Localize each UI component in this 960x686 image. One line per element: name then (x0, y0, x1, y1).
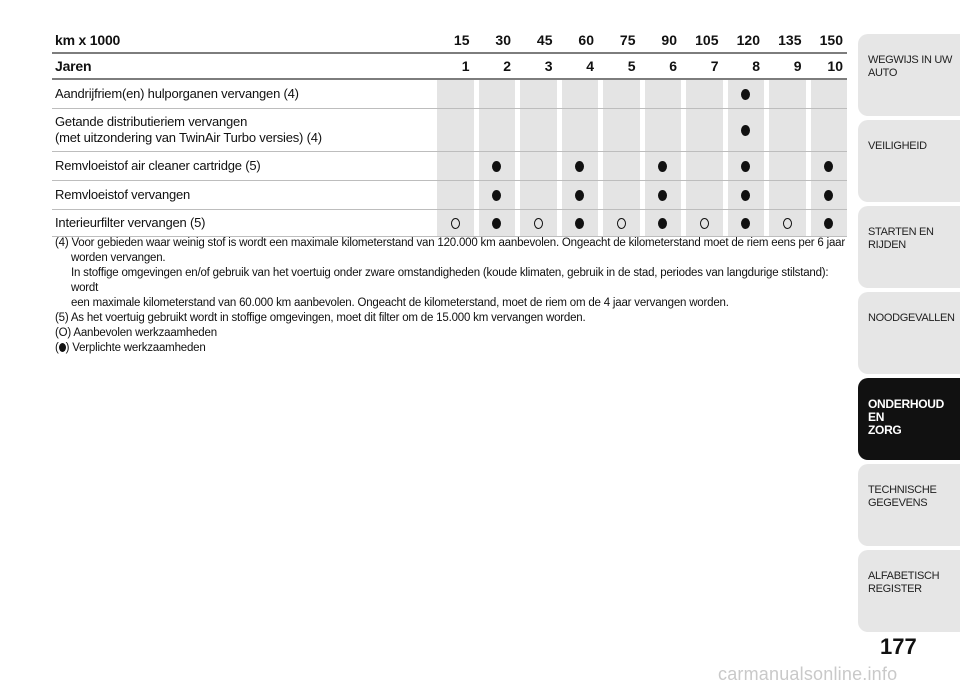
km-value-cell: 135 (769, 28, 806, 52)
schedule-cell (686, 181, 723, 209)
chapter-tab-line1: WEGWIJS IN UW (868, 54, 953, 66)
chapter-tab-line1: STARTEN EN RIJDEN (868, 226, 934, 251)
schedule-cell (520, 152, 557, 180)
note-4-line3: In stoffige omgevingen en/of gebruik van het voertuig onder zware omstandigheden (koude klimaten, gebruik in de stad, periodes van langdurige stilstand): wordt (71, 267, 829, 294)
chapter-tab[interactable] (858, 34, 960, 116)
filled-dot-icon (824, 161, 833, 172)
schedule-cell (769, 210, 806, 236)
km-value-cell: 120 (728, 28, 765, 52)
schedule-cell (603, 181, 640, 209)
chapter-tab-line1: VEILIGHEID (868, 140, 927, 152)
schedule-cell (645, 210, 682, 236)
km-value-cell: 60 (562, 28, 599, 52)
row-label: Remvloeistof vervangen (55, 187, 191, 202)
year-value-cell: 7 (686, 54, 723, 78)
maintenance-table (52, 28, 847, 237)
km-value-cell: 75 (603, 28, 640, 52)
filled-dot-icon (658, 161, 667, 172)
km-value-cell: 90 (645, 28, 682, 52)
year-value-cell: 4 (562, 54, 599, 78)
chapter-tab-line1: TECHNISCHE (868, 484, 937, 496)
filled-dot-icon (59, 343, 66, 352)
filled-dot-icon (492, 161, 501, 172)
schedule-cell (769, 80, 806, 108)
chapter-tab-line2: ZORG (868, 423, 902, 437)
filled-dot-icon (741, 161, 750, 172)
schedule-cell (603, 210, 640, 236)
schedule-cell (728, 181, 765, 209)
schedule-cell (437, 210, 474, 236)
filled-dot-icon (658, 190, 667, 201)
filled-dot-icon (741, 125, 750, 136)
km-value-cell: 15 (437, 28, 474, 52)
filled-dot-icon (575, 218, 584, 229)
schedule-cell (603, 152, 640, 180)
chapter-tab[interactable] (858, 206, 960, 288)
row-cells (432, 80, 847, 108)
row-label: Interieurfilter vervangen (5) (55, 215, 206, 230)
chapter-tab-line2: GEGEVENS (868, 497, 928, 509)
schedule-cell (811, 80, 848, 108)
schedule-cell (686, 152, 723, 180)
year-value-cell: 9 (769, 54, 806, 78)
schedule-cell (645, 152, 682, 180)
note-4-line1: (4) Voor gebieden waar weinig stof is wordt een maximale kilometerstand van 120.000 km aanbevolen. Ongeacht de kilometerstand moet de riem eens per 6 jaar (55, 237, 845, 249)
year-value-cell: 3 (520, 54, 557, 78)
schedule-cell (520, 109, 557, 151)
schedule-cell (479, 210, 516, 236)
chapter-tab[interactable] (858, 464, 960, 546)
schedule-cell (479, 109, 516, 151)
chapter-tab[interactable] (858, 550, 960, 632)
km-value-cell: 45 (520, 28, 557, 52)
schedule-cell (686, 109, 723, 151)
schedule-cell (686, 210, 723, 236)
row-cells (432, 210, 847, 236)
table-row (52, 210, 847, 237)
km-value-cell: 150 (811, 28, 848, 52)
years-header-label: Jaren (55, 58, 92, 74)
legend-mandatory-text: ) Verplichte werkzaamheden (65, 342, 206, 354)
filled-dot-icon (741, 190, 750, 201)
schedule-cell (645, 80, 682, 108)
km-header-label: km x 1000 (55, 32, 121, 48)
table-row (52, 181, 847, 210)
row-cells (432, 152, 847, 180)
years-header-row (52, 54, 847, 80)
years-values (432, 54, 847, 78)
km-value-cell: 30 (479, 28, 516, 52)
filled-dot-icon (741, 89, 750, 100)
year-value-cell: 10 (811, 54, 848, 78)
watermark: carmanualsonline.info (718, 664, 898, 684)
row-label: Aandrijfriem(en) hulporganen vervangen (4) (55, 86, 299, 101)
schedule-cell (437, 109, 474, 151)
km-header-row (52, 28, 847, 54)
schedule-cell (562, 152, 599, 180)
filled-dot-icon (492, 190, 501, 201)
chapter-tab[interactable] (858, 120, 960, 202)
schedule-cell (562, 210, 599, 236)
note-5: (5) As het voertuig gebruikt wordt in stoffige omgevingen, moet dit filter om de 15.000 km vervangen worden. (55, 312, 586, 324)
open-circle-icon (617, 218, 626, 229)
chapter-tab[interactable] (858, 292, 960, 374)
schedule-cell (686, 80, 723, 108)
km-values (432, 28, 847, 52)
schedule-cell (811, 109, 848, 151)
schedule-cell (811, 152, 848, 180)
year-value-cell: 5 (603, 54, 640, 78)
schedule-cell (728, 109, 765, 151)
schedule-cell (437, 181, 474, 209)
row-label (52, 109, 432, 151)
schedule-cell (603, 80, 640, 108)
note-4-line2: worden vervangen. (71, 252, 166, 264)
filled-dot-icon (824, 218, 833, 229)
table-row (52, 109, 847, 152)
legend-recommended: (O) Aanbevolen werkzaamheden (55, 327, 217, 339)
schedule-cell (728, 210, 765, 236)
row-label: Remvloeistof air cleaner cartridge (5) (55, 158, 261, 173)
footnotes (55, 236, 850, 356)
page-number: 177 (880, 634, 917, 659)
filled-dot-icon (575, 190, 584, 201)
row-label-line2: (met uitzondering van TwinAir Turbo versies) (4) (55, 130, 322, 145)
schedule-cell (645, 181, 682, 209)
filled-dot-icon (575, 161, 584, 172)
schedule-cell (562, 181, 599, 209)
table-row (52, 80, 847, 109)
km-value-cell: 105 (686, 28, 723, 52)
schedule-cell (437, 80, 474, 108)
filled-dot-icon (492, 218, 501, 229)
schedule-cell (811, 181, 848, 209)
schedule-cell (728, 80, 765, 108)
row-cells (432, 109, 847, 151)
open-circle-icon (534, 218, 543, 229)
filled-dot-icon (741, 218, 750, 229)
chapter-tab-line2: AUTO (868, 67, 898, 79)
chapter-tab-line1: NOODGEVALLEN (868, 312, 955, 324)
schedule-cell (437, 152, 474, 180)
chapter-tab-line1: ALFABETISCH (868, 570, 940, 582)
schedule-cell (562, 80, 599, 108)
schedule-cell (769, 109, 806, 151)
filled-dot-icon (824, 190, 833, 201)
year-value-cell: 6 (645, 54, 682, 78)
note-4-line4: een maximale kilometerstand van 60.000 km aanbevolen. Ongeacht de kilometerstand, moet de riem om de 4 jaar vervangen worden. (71, 297, 729, 309)
chapter-tab-line2: REGISTER (868, 583, 922, 595)
schedule-cell (520, 80, 557, 108)
row-label-line1: Getande distributieriem vervangen (55, 114, 248, 129)
open-circle-icon (783, 218, 792, 229)
schedule-cell (479, 181, 516, 209)
open-circle-icon (700, 218, 709, 229)
schedule-cell (769, 181, 806, 209)
schedule-cell (562, 109, 599, 151)
open-circle-icon (451, 218, 460, 229)
schedule-cell (728, 152, 765, 180)
schedule-cell (520, 210, 557, 236)
year-value-cell: 1 (437, 54, 474, 78)
schedule-cell (479, 80, 516, 108)
chapter-tab-line1: ONDERHOUD EN (868, 397, 944, 424)
chapter-tab[interactable] (858, 378, 960, 460)
schedule-cell (769, 152, 806, 180)
schedule-cell (811, 210, 848, 236)
year-value-cell: 8 (728, 54, 765, 78)
table-row (52, 152, 847, 181)
schedule-cell (520, 181, 557, 209)
filled-dot-icon (658, 218, 667, 229)
legend-open-paren: ( (55, 342, 59, 354)
schedule-cell (479, 152, 516, 180)
year-value-cell: 2 (479, 54, 516, 78)
legend-mandatory (55, 341, 850, 356)
schedule-cell (603, 109, 640, 151)
schedule-cell (645, 109, 682, 151)
row-cells (432, 181, 847, 209)
